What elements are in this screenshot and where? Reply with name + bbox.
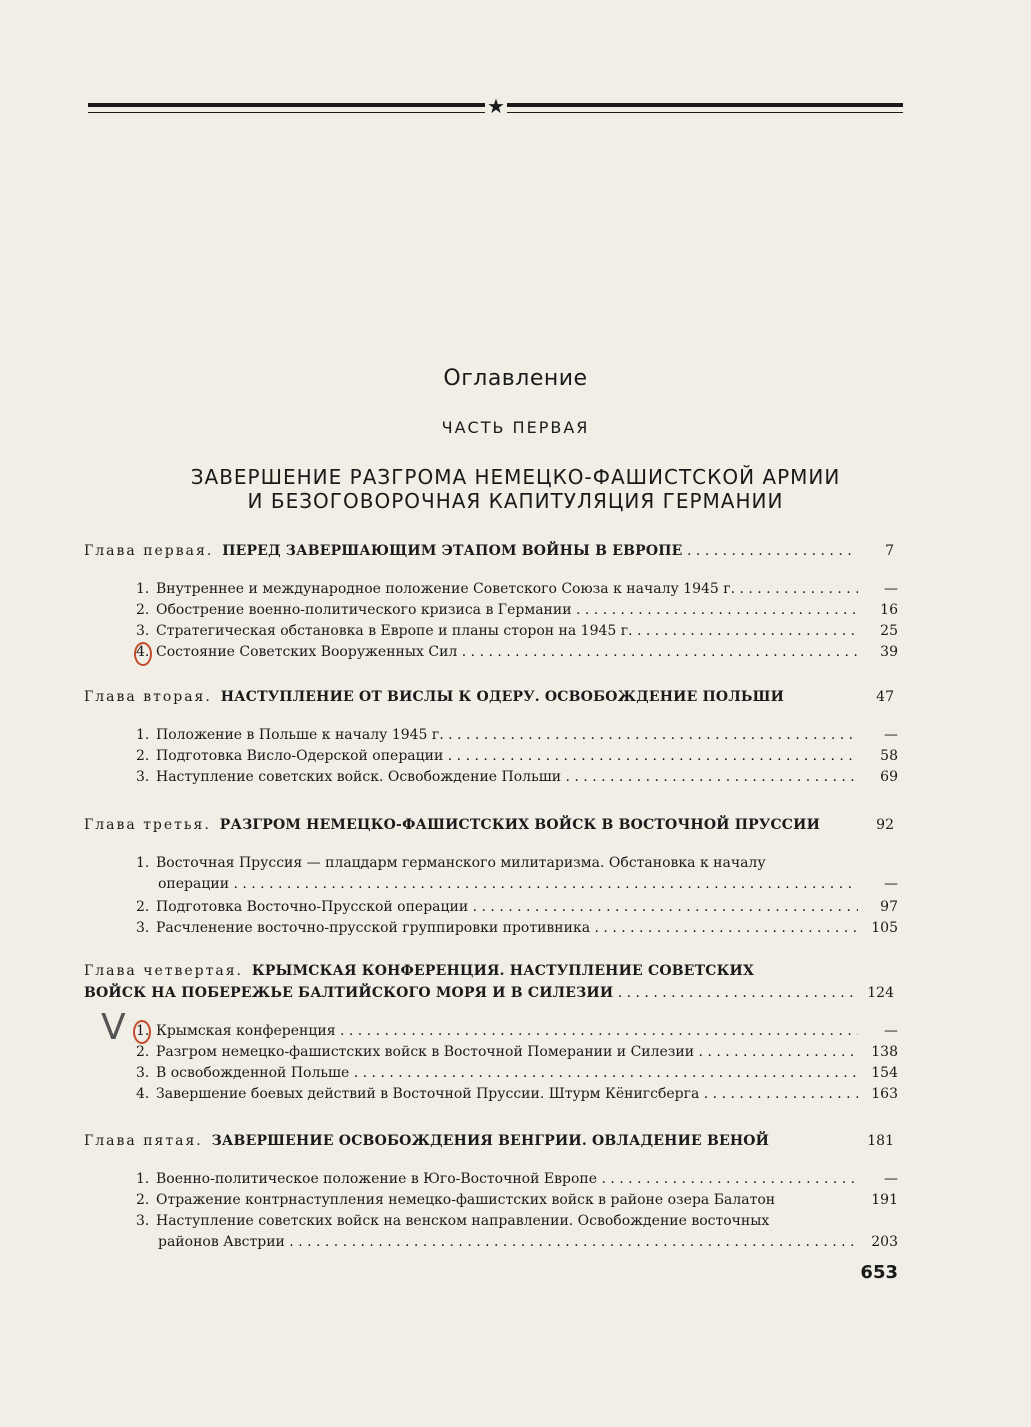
section-title-cont: операции bbox=[158, 876, 230, 892]
section-page: 105 bbox=[871, 920, 898, 936]
section-page: 16 bbox=[880, 602, 898, 618]
section-title: Обострение военно-политического кризиса в Германии bbox=[156, 602, 572, 618]
section-title: Военно-политическое положение в Юго-Восточной Европе bbox=[156, 1171, 597, 1187]
section-page: 154 bbox=[871, 1065, 898, 1081]
section-title: Подготовка Восточно-Прусской операции bbox=[156, 899, 469, 915]
section-page: 58 bbox=[880, 748, 898, 764]
chapter-label: Глава вторая. bbox=[84, 689, 212, 705]
section-title: Стратегическая обстановка в Европе и планы сторон на 1945 г. bbox=[156, 623, 633, 639]
section-title: Отражение контрнаступления немецко-фашистских войск в районе озера Балатон bbox=[156, 1192, 776, 1208]
part-title-line-2: И БЕЗОГОВОРОЧНАЯ КАПИТУЛЯЦИЯ ГЕРМАНИИ bbox=[247, 489, 784, 513]
chapter-label: Глава третья. bbox=[84, 817, 211, 833]
part-title bbox=[0, 465, 1031, 513]
section-page: — bbox=[884, 1023, 898, 1039]
section-page: 69 bbox=[880, 769, 898, 785]
part-title-line-1: ЗАВЕРШЕНИЕ РАЗГРОМА НЕМЕЦКО-ФАШИСТСКОЙ АРМИИ bbox=[190, 465, 841, 489]
section-page: 25 bbox=[880, 623, 898, 639]
chapter-label: Глава первая. bbox=[84, 543, 214, 559]
part-label: ЧАСТЬ ПЕРВАЯ bbox=[441, 418, 590, 437]
handwritten-circle-mark bbox=[134, 642, 152, 666]
chapter-title: НАСТУПЛЕНИЕ ОТ ВИСЛЫ К ОДЕРУ. ОСВОБОЖДЕНИЕ ПОЛЬШИ bbox=[220, 689, 785, 705]
chapter-label: Глава четвертая. bbox=[84, 963, 243, 979]
star-ornament-icon: ★ bbox=[485, 94, 507, 118]
section-page: — bbox=[884, 1171, 898, 1187]
section-page: 191 bbox=[871, 1192, 898, 1208]
section-title: Крымская конференция bbox=[156, 1023, 336, 1039]
page-number: 653 bbox=[860, 1262, 898, 1283]
section-title: Разгром немецко-фашистских войск в Восточной Померании и Силезии bbox=[156, 1044, 695, 1060]
section-title: В освобожденной Польше bbox=[156, 1065, 350, 1081]
chapter-page: 181 bbox=[867, 1133, 894, 1149]
section-title: Внутреннее и международное положение Советского Союза к началу 1945 г. bbox=[156, 581, 736, 597]
chapter-title: РАЗГРОМ НЕМЕЦКО-ФАШИСТСКИХ ВОЙСК В ВОСТОЧНОЙ ПРУССИИ bbox=[219, 817, 820, 833]
toc-title: Оглавление bbox=[443, 366, 588, 391]
section-title: Положение в Польше к началу 1945 г. bbox=[156, 727, 444, 743]
section-page: 39 bbox=[880, 644, 898, 660]
chapter-page: 92 bbox=[876, 817, 894, 833]
section-page: 97 bbox=[880, 899, 898, 915]
section-title: Восточная Пруссия — плацдарм германского милитаризма. Обстановка к началу bbox=[156, 855, 766, 871]
section-title: Подготовка Висло-Одерской операции bbox=[156, 748, 444, 764]
section-title: Состояние Советских Вооруженных Сил bbox=[156, 644, 458, 660]
section-title-cont: районов Австрии bbox=[158, 1234, 285, 1250]
chapter-page: 47 bbox=[876, 689, 894, 705]
section-page: — bbox=[884, 581, 898, 597]
section-title: Завершение боевых действий в Восточной Пруссии. Штурм Кёнигсберга bbox=[156, 1086, 700, 1102]
chapter-title: ПЕРЕД ЗАВЕРШАЮЩИМ ЭТАПОМ ВОЙНЫ В ЕВРОПЕ bbox=[222, 543, 683, 559]
section-page: — bbox=[884, 727, 898, 743]
chapter-page: 124 bbox=[867, 985, 894, 1001]
chapter-page: 7 bbox=[885, 543, 894, 559]
section-title: Наступление советских войск на венском направлении. Освобождение восточных bbox=[156, 1213, 770, 1229]
chapter-title: ЗАВЕРШЕНИЕ ОСВОБОЖДЕНИЯ ВЕНГРИИ. ОВЛАДЕНИЕ ВЕНОЙ bbox=[211, 1133, 770, 1149]
chapter-label: Глава пятая. bbox=[84, 1133, 203, 1149]
handwritten-v-mark: V bbox=[101, 1007, 126, 1048]
section-title: Расчленение восточно-прусской группировки противника bbox=[156, 920, 591, 936]
section-page: — bbox=[884, 876, 898, 892]
section-page: 163 bbox=[871, 1086, 898, 1102]
section-title: Наступление советских войск. Освобождение Польши bbox=[156, 769, 562, 785]
chapter-title-cont: ВОЙСК НА ПОБЕРЕЖЬЕ БАЛТИЙСКОГО МОРЯ И В СИЛЕЗИИ bbox=[84, 985, 614, 1001]
chapter-title: КРЫМСКАЯ КОНФЕРЕНЦИЯ. НАСТУПЛЕНИЕ СОВЕТСКИХ bbox=[251, 963, 755, 979]
section-page: 138 bbox=[871, 1044, 898, 1060]
section-page: 203 bbox=[871, 1234, 898, 1250]
